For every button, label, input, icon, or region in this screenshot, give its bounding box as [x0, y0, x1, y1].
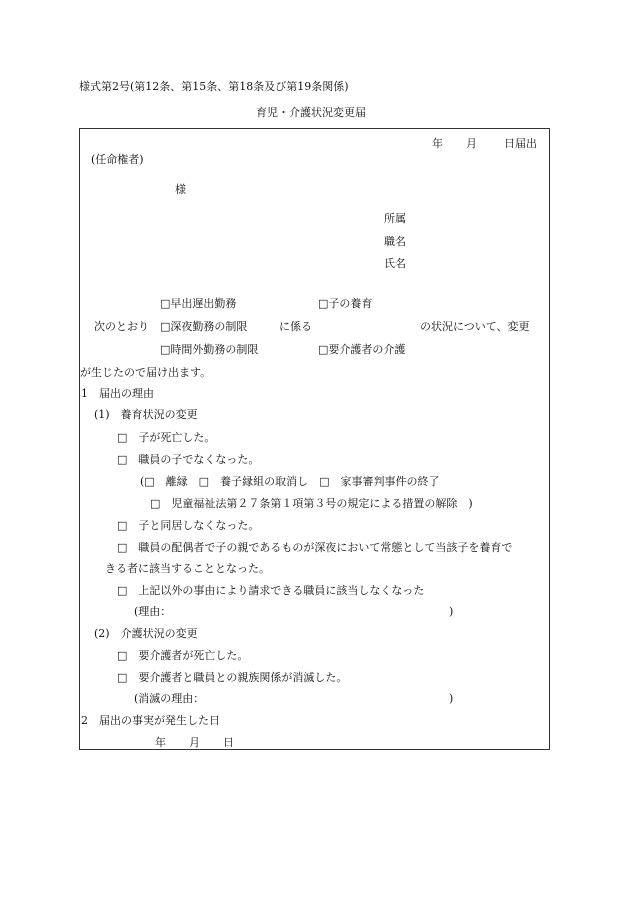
section2-day: 日 — [223, 736, 234, 749]
sub1-reason-label: (理由： — [134, 605, 172, 618]
intro-joiner: に係る — [279, 320, 312, 333]
date-month: 月 — [466, 137, 477, 150]
sub1-item-spouse-line1: □ 職員の配偶者で子の親であるものが深夜において常態として当該子を養育で — [117, 541, 513, 554]
date-day-submitted: 日届出 — [504, 137, 537, 150]
sub1-reason-close: ) — [449, 605, 454, 618]
option-nursing: □要介護者の介護 — [318, 343, 406, 356]
section2-year: 年 — [155, 736, 166, 749]
applicant-position: 職名 — [384, 235, 406, 248]
sub1-heading: (1) 養育状況の変更 — [94, 408, 198, 421]
option-early-late: □早出遅出勤務 — [160, 297, 237, 310]
option-overtime: □時間外勤務の制限 — [160, 343, 259, 356]
page-title: 育児・介護状況変更届 — [256, 106, 366, 119]
form-number: 様式第2号(第12条、第15条、第18条及び第19条関係) — [79, 80, 349, 93]
section2-heading: 2 届出の事実が発生した日 — [81, 714, 220, 727]
sub1-item-spouse-line2: きる者に該当することとなった。 — [105, 562, 270, 575]
sub1-detail2: □ 児童福祉法第２７条第１項第３号の規定による措置の解除 ) — [150, 497, 473, 510]
sub2-reason-label: (消滅の理由： — [134, 692, 205, 705]
sub2-reason-close: ) — [449, 692, 454, 705]
sub1-item-not-child: □ 職員の子でなくなった。 — [117, 453, 260, 466]
sub1-item-not-living: □ 子と同居しなくなった。 — [117, 519, 260, 532]
intro-suffix: の状況について、変更 — [420, 320, 530, 333]
intro-prefix: 次のとおり — [94, 320, 149, 333]
applicant-name: 氏名 — [384, 257, 406, 270]
option-childcare: □子の養育 — [318, 297, 373, 310]
addressee-appointer: (任命権者) — [91, 153, 144, 166]
sub2-item-relation: □ 要介護者と職員との親族関係が消滅した。 — [117, 671, 348, 684]
sub2-heading: (2) 介護状況の変更 — [94, 627, 198, 640]
sub1-detail1: (□ 離縁 □ 養子縁組の取消し □ 家事審判事件の終了 — [140, 475, 440, 488]
applicant-affiliation: 所属 — [384, 212, 406, 225]
section1-heading: 1 届出の理由 — [81, 387, 154, 400]
option-night: □深夜勤務の制限 — [160, 320, 248, 333]
addressee-honorific: 様 — [175, 183, 186, 196]
intro-continuation: が生じたので届け出ます。 — [80, 366, 212, 379]
date-year: 年 — [432, 137, 443, 150]
sub2-item-death: □ 要介護者が死亡した。 — [117, 649, 249, 662]
sub1-item-other: □ 上記以外の事由により請求できる職員に該当しなくなった — [117, 584, 425, 597]
section2-month: 月 — [189, 736, 200, 749]
sub1-item-death: □ 子が死亡した。 — [117, 431, 216, 444]
